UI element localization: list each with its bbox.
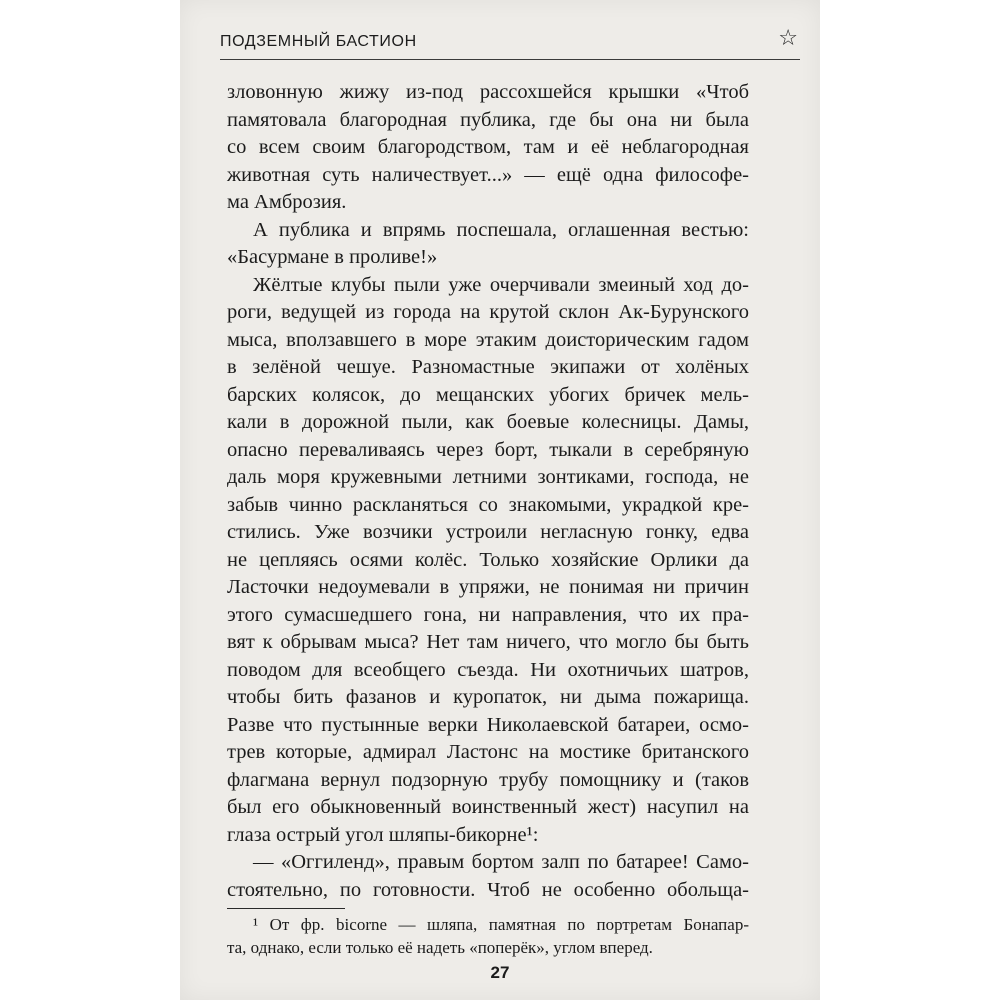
text-line: Ласточки недоумевали в упряжи, не понимая ни причин: [227, 576, 749, 598]
text-line: забыв чинно раскланяться со знакомыми, украдкой кре-: [227, 493, 749, 516]
footnote-divider: [227, 908, 345, 909]
footnote-line: та, однако, если только её надеть «поперёк», углом вперед.: [227, 938, 653, 957]
text-line: стоятельно, по готовности. Чтоб не особенно обольща-: [227, 878, 749, 901]
text-line: вят к обрывам мыса? Нет там ничего, что могло бы быть: [227, 631, 749, 653]
text-line: барских колясок, до мещанских убогих бричек мель-: [227, 383, 749, 406]
text-line: зловонную жижу из-под рассохшейся крышки «Чтоб: [227, 81, 749, 103]
text-line: чтобы бить фазанов и куропаток, ни дыма пожарища.: [227, 686, 749, 708]
text-line: не цепляясь осями колёс. Только хозяйские Орлики да: [227, 548, 749, 571]
footnote-line: ¹ От фр. bicorne — шляпа, памятная по портретам Бонапар-: [253, 915, 749, 934]
header-divider: [220, 59, 800, 60]
text-line: памятовала благородная публика, где бы она ни была: [227, 108, 749, 131]
text-line: — «Оггиленд», правым бортом залп по батарее! Само-: [253, 851, 749, 873]
star-icon: ☆: [778, 26, 798, 51]
text-line: роги, ведущей из города на крутой склон Ак-Бурунского: [227, 301, 749, 323]
text-line: А публика и впрямь поспешала, оглашенная вестью:: [253, 218, 749, 241]
text-line: ма Амброзия.: [227, 191, 347, 213]
book-page: [180, 0, 820, 1000]
text-line: флагмана вернул подзорную трубу помощнику и (таков: [227, 768, 749, 791]
body-text: [227, 79, 749, 904]
text-line: этого сумасшедшего гона, ни направления, что их пра-: [227, 603, 749, 626]
text-line: со всем своим благородством, там и её неблагородная: [227, 136, 749, 158]
text-line: стились. Уже возчики устроили негласную гонку, едва: [227, 521, 749, 543]
text-line: в зелёной чешуе. Разномастные экипажи от холёных: [227, 356, 749, 378]
text-line: даль моря кружевными летними зонтиками, господа, не: [227, 466, 749, 488]
running-header: [220, 27, 800, 57]
text-line: поводом для всеобщего съезда. Ни охотничьих шатров,: [227, 658, 749, 681]
text-line: «Басурмане в проливе!»: [227, 246, 438, 268]
text-line: опасно переваливаясь через борт, тыкали в серебряную: [227, 438, 749, 461]
page-number: 27: [490, 963, 510, 982]
text-line: Жёлтые клубы пыли уже очерчивали змеиный ход до-: [253, 273, 749, 296]
text-line: был его обыкновенный воинственный жест) насупил на: [227, 796, 749, 818]
running-header-title: ПОДЗЕМНЫЙ БАСТИОН: [220, 33, 417, 50]
text-line: кали в дорожной пыли, как боевые колесницы. Дамы,: [227, 411, 749, 433]
text-line: глаза острый угол шляпы-бикорне¹:: [227, 823, 539, 846]
text-line: трев которые, адмирал Ластонс на мостике британского: [227, 741, 749, 763]
text-line: мыса, вползавшего в море этаким доисторическим гадом: [227, 328, 749, 351]
text-line: Разве что пустынные верки Николаевской батареи, осмо-: [227, 713, 749, 736]
text-line: животная суть наличествует...» — ещё одна философе-: [227, 163, 749, 186]
footnote: [227, 913, 749, 959]
